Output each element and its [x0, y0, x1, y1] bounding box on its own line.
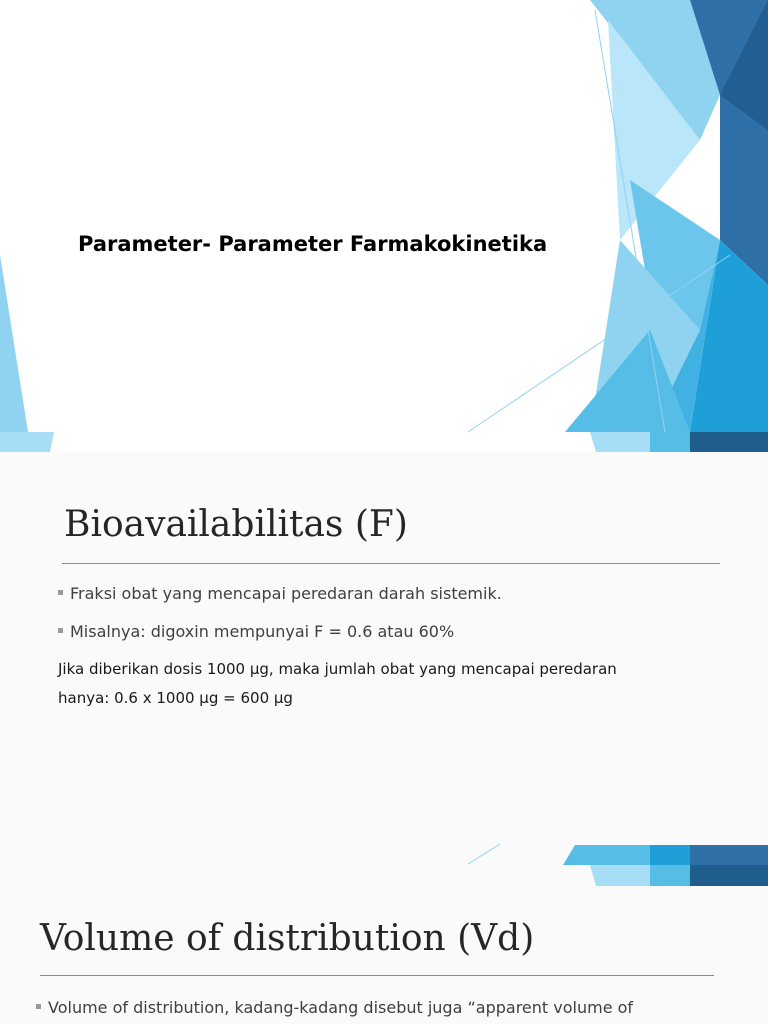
footer-bar-mid-lower [650, 865, 690, 886]
paragraph-line: hanya: 0.6 x 1000 μg = 600 μg [58, 689, 293, 707]
bioavailability-slide [0, 452, 768, 892]
left-footer-bar [0, 432, 54, 452]
slide-heading: Bioavailabilitas (F) [64, 504, 408, 545]
paragraph-line: Jika diberikan dosis 1000 μg, maka jumlah obat yang mencapai peredaran [58, 660, 617, 678]
deco-line [468, 844, 500, 864]
slide-title: Parameter- Parameter Farmakokinetika [78, 232, 548, 256]
volume-distribution-slide [0, 892, 768, 1024]
slide2-decoration [0, 452, 768, 892]
title-slide [0, 0, 768, 452]
left-sliver-shape [0, 255, 28, 432]
bullet-text: Fraksi obat yang mencapai peredaran darah sistemik. [70, 584, 502, 603]
heading-rule [40, 975, 714, 976]
bullet-text: Volume of distribution, kadang-kadang disebut juga “apparent volume of [48, 998, 634, 1017]
footer-bar-mid [650, 845, 690, 865]
footer-bar-mid [650, 432, 690, 452]
bullet-text: Misalnya: digoxin mempunyai F = 0.6 atau 60% [70, 622, 455, 641]
bullet-marker-icon [36, 1004, 41, 1009]
footer-bar-dark [690, 845, 768, 865]
footer-bar-navy [690, 865, 768, 886]
bullet-item [36, 998, 633, 1017]
footer-bar-dark [690, 432, 768, 452]
slide1-decoration [0, 0, 768, 452]
slide-heading: Volume of distribution (Vd) [40, 918, 535, 959]
